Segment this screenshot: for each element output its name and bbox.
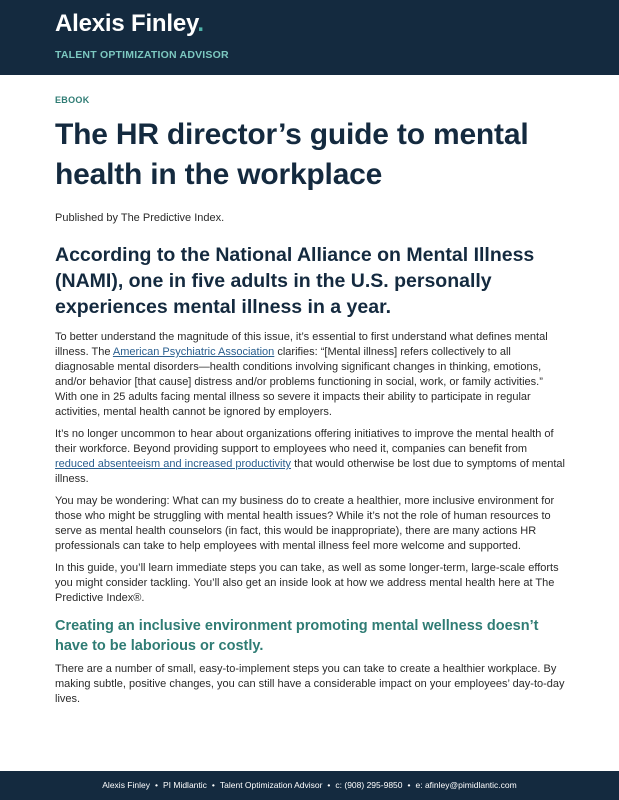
paragraph-initiatives-start: It’s no longer uncommon to hear about organizations offering initiatives to improve the mental health of their workforce. Beyond providing support to employees who need it, companies can benefit from — [55, 428, 554, 455]
author-name-dot: . — [197, 10, 204, 37]
paragraph-initiatives — [55, 427, 567, 487]
footer-name: Alexis Finley — [102, 780, 150, 790]
paragraph-small-steps: There are a number of small, easy-to-implement steps you can take to create a healthier workplace. By making subtle, positive changes, you can still have a considerable impact on your employees’ day-to-day lives. — [55, 663, 565, 705]
page-footer — [0, 771, 619, 800]
footer-separator: • — [211, 780, 215, 790]
paragraph-guide-overview: In this guide, you’ll learn immediate steps you can take, as well as some longer-term, large-scale efforts you might consider tackling. You’ll also get an inside look at how we address mental health here at The Predictive Index®. — [55, 562, 559, 604]
author-name — [55, 10, 204, 38]
eyebrow-label: EBOOK — [55, 95, 90, 105]
paragraph-definition — [55, 330, 567, 420]
footer-email[interactable]: e: afinley@pimidlantic.com — [415, 780, 517, 790]
footer-role: Talent Optimization Advisor — [219, 780, 323, 790]
footer-phone: c: (908) 295-9850 — [335, 780, 403, 790]
section-subheading: Creating an inclusive environment promoting mental wellness doesn’t have to be laborious or costly. — [55, 618, 539, 654]
paragraph-definition-start: To better understand the magnitude of this issue, it’s essential to first understand what defines mental illness. The — [55, 331, 548, 358]
author-role: TALENT OPTIMIZATION ADVISOR — [55, 49, 229, 61]
intro-heading: According to the National Alliance on Mental Illness (NAMI), one in five adults in the U.S. personally experiences mental illness in a year. — [55, 244, 535, 318]
main-content — [55, 95, 567, 714]
page-header — [0, 0, 619, 75]
paragraph-definition-end: clarifies: “[Mental illness] refers collectively to all diagnosable mental disorders—health conditions involving significant changes in thinking, emotions, and/or behavior [that cause] distress and/or problems functioning in social, work, or family activities.” With one in 25 adults facing mental illness so severe it impacts their ability to participate in regular activities, mental health cannot be ignored by employers. — [55, 346, 543, 418]
document-title: The HR director’s guide to mental health in the workplace — [55, 118, 529, 191]
paragraph-initiatives-end: that would otherwise be lost due to symptoms of mental illness. — [55, 458, 565, 485]
apa-link[interactable]: American Psychiatric Association — [112, 346, 275, 358]
footer-separator: • — [154, 780, 158, 790]
productivity-link[interactable]: reduced absenteeism and increased productivity — [55, 458, 292, 470]
footer-separator: • — [327, 780, 331, 790]
footer-separator: • — [407, 780, 411, 790]
footer-company: PI Midlantic — [162, 780, 207, 790]
paragraph-wondering: You may be wondering: What can my business do to create a healthier, more inclusive environment for those who might be struggling with mental health issues? While it’s not the role of human resources to serve as mental health counselors (in fact, this would be inappropriate), there are many actions HR professionals can take to help employees with mental illness feel more welcome and supported. — [55, 495, 555, 552]
author-name-text: Alexis Finley — [55, 10, 198, 37]
published-by: Published by The Predictive Index. — [55, 212, 225, 224]
